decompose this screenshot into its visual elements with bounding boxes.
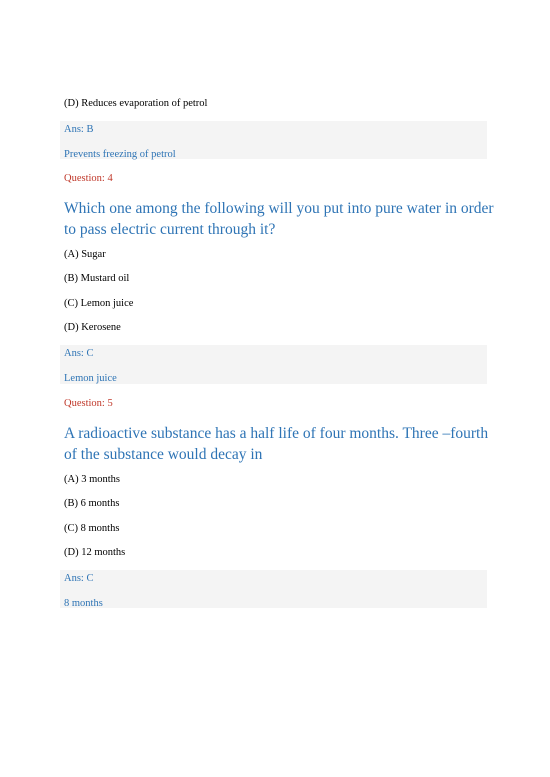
option-d: (D) Reduces evaporation of petrol [64, 98, 208, 109]
option-b: (B) 6 months [64, 498, 120, 509]
answer-label: Ans: C [64, 348, 94, 359]
answer-label: Ans: C [64, 573, 94, 584]
question-label: Question: 5 [64, 398, 113, 409]
answer-box [60, 570, 487, 608]
option-d: (D) Kerosene [64, 322, 121, 333]
answer-text: Prevents freezing of petrol [64, 149, 176, 160]
option-d: (D) 12 months [64, 547, 126, 558]
question-text: A radioactive substance has a half life of four months. Three –fourth of the substance would decay in [64, 425, 489, 463]
answer-box [60, 121, 487, 159]
answer-box [60, 345, 487, 384]
answer-text: Lemon juice [64, 373, 117, 384]
option-b: (B) Mustard oil [64, 273, 130, 284]
option-c: (C) 8 months [64, 523, 120, 534]
answer-label: Ans: B [64, 124, 94, 135]
option-a: (A) 3 months [64, 474, 120, 485]
question-text: Which one among the following will you put into pure water in order to pass electric current through it? [64, 200, 494, 238]
option-a: (A) Sugar [64, 249, 106, 260]
option-c: (C) Lemon juice [64, 298, 134, 309]
question-label: Question: 4 [64, 173, 113, 184]
answer-text: 8 months [64, 598, 103, 609]
